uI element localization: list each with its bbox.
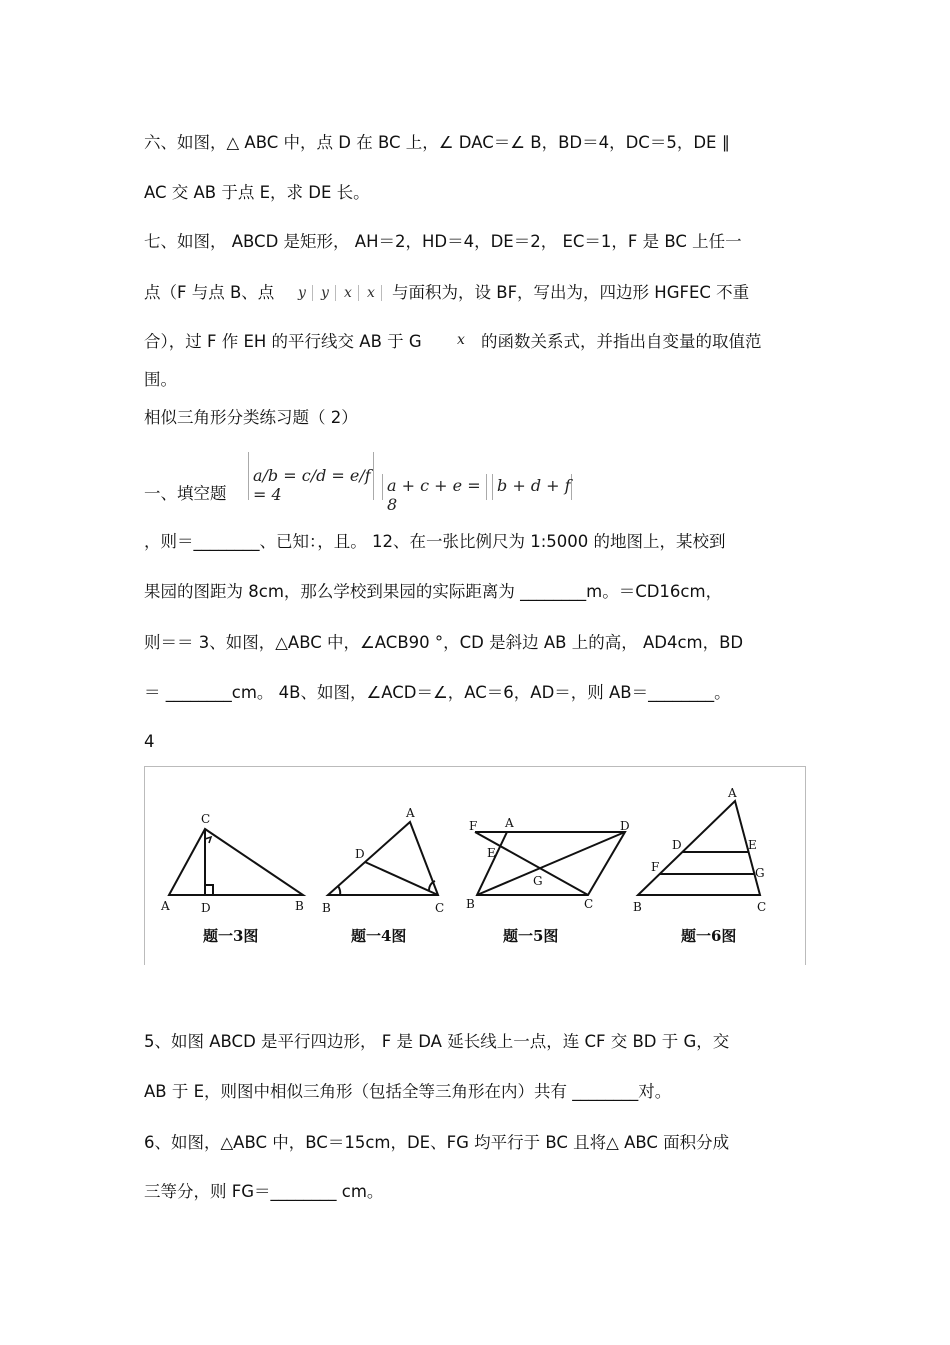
text-line: 三等分，则 FG＝________ cm。 xyxy=(144,1182,384,1201)
formula-box xyxy=(248,452,374,504)
fig6-triangle xyxy=(638,801,760,895)
fig5-label: A xyxy=(505,816,514,830)
formula-sum1: a + c + e = 8 xyxy=(387,476,481,514)
text-line: AB 于 E，则图中相似三角形（包括全等三角形在内）共有 ________对。 xyxy=(144,1082,672,1101)
text-line: 的函数关系式，并指出自变量的取值范 xyxy=(481,332,762,351)
fig5-label: B xyxy=(466,897,475,911)
glyph-y: y xyxy=(315,285,336,301)
text-line: 七、如图， ABCD 是矩形， AH＝2，HD＝4，DE＝2， EC＝1，F 是 BC 上任一 xyxy=(144,232,742,251)
formula-ratio: a/b = c/d = e/f = 4 xyxy=(253,466,371,504)
text-line: 点（F 与点 B、点 xyxy=(144,283,275,302)
formula-box xyxy=(382,474,487,514)
formula-sum2: b + d + f xyxy=(497,476,571,495)
fig5-label: E xyxy=(487,846,496,860)
fig4-triangle xyxy=(328,822,438,895)
figure-panel xyxy=(144,766,806,965)
text-line: 六、如图，△ ABC 中，点 D 在 BC 上，∠ DAC＝∠ B，BD＝4，DC＝5，DE ∥ xyxy=(144,133,730,152)
text-line: 围。 xyxy=(144,370,177,389)
text-line: 合），过 F 作 EH 的平行线交 AB 于 G xyxy=(144,332,422,351)
fig5-diagonal-bd xyxy=(477,832,625,895)
text-line: 一、填空题 xyxy=(144,484,227,503)
text-line: ，则＝________、已知：，且。 12、在一张比例尺为 1:5000 的地图上，某校到 xyxy=(144,532,726,551)
glyph-y: y xyxy=(292,285,313,301)
text-line: 4 xyxy=(144,732,155,751)
text-line: 6、如图，△ABC 中，BC＝15cm，DE、FG 均平行于 BC 且将△ ABC 面积分成 xyxy=(144,1133,730,1152)
fig6-label: E xyxy=(748,838,757,852)
fig3-label: A xyxy=(161,899,170,913)
fig6-label: B xyxy=(633,900,642,914)
fig4-angle-mark-b xyxy=(338,886,340,895)
fig6-label: F xyxy=(651,860,660,874)
text-line: 5、如图 ABCD 是平行四边形， F 是 DA 延长线上一点，连 CF 交 BD 于 G，交 xyxy=(144,1032,730,1051)
fig6-label: G xyxy=(755,866,765,880)
fig4-label: D xyxy=(355,847,365,861)
text-line: 则＝＝ 3、如图，△ABC 中，∠ACB90 °，CD 是斜边 AB 上的高， AD4cm，BD xyxy=(144,633,744,652)
glyph-x: x xyxy=(457,332,465,348)
text-line: AC 交 AB 于点 E，求 DE 长。 xyxy=(144,183,370,202)
fig6-caption: 题一6图 xyxy=(681,927,737,945)
fig4-label: C xyxy=(435,901,445,915)
fig5-label: C xyxy=(584,897,594,911)
fig3-label: D xyxy=(201,901,211,915)
fig4-label: B xyxy=(322,901,331,915)
text-line: 果园的图距为 8cm，那么学校到果园的实际距离为 ________m。＝CD16cm， xyxy=(144,582,723,601)
fig5-label: F xyxy=(469,819,478,833)
fig6-label: C xyxy=(757,900,767,914)
fig5-caption: 题一5图 xyxy=(503,927,559,945)
fig3-label: B xyxy=(295,899,304,913)
glyph-x: x xyxy=(361,285,382,301)
formula-glyphs xyxy=(292,285,384,301)
section-title: 相似三角形分类练习题（ 2） xyxy=(144,408,358,427)
text-line: 与面积为，设 BF，写出为，四边形 HGFEC 不重 xyxy=(392,283,750,302)
fig4-label: A xyxy=(406,806,415,820)
fig3-triangle xyxy=(169,829,303,895)
fig6-label: A xyxy=(728,786,737,800)
glyph-x: x xyxy=(338,285,359,301)
fig4-caption: 题一4图 xyxy=(351,927,407,945)
fig3-label: C xyxy=(201,812,211,826)
fig5-label: D xyxy=(620,819,630,833)
formula-box xyxy=(492,474,572,500)
fig6-label: D xyxy=(672,838,682,852)
fig3-right-angle-mark xyxy=(205,885,213,895)
fig3-caption: 题一3图 xyxy=(203,927,259,945)
fig5-label: G xyxy=(533,874,543,888)
text-line: ＝ ________cm。 4B、如图，∠ACD＝∠，AC＝6，AD＝，则 AB＝________。 xyxy=(144,683,731,702)
